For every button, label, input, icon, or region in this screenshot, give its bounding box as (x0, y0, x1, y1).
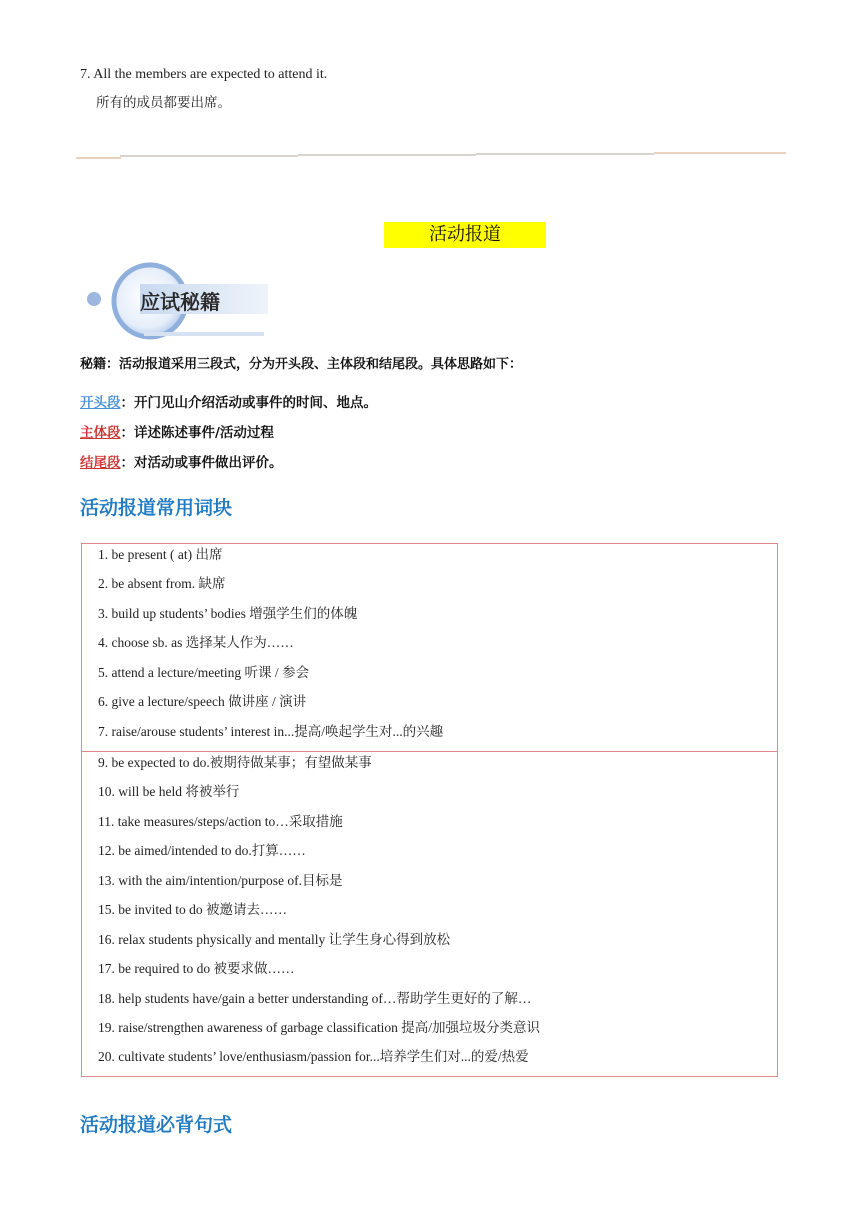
paragraph-opening-text: ：开门见山介绍活动或事件的时间、地点。 (120, 395, 377, 411)
list-item: 5. attend a lecture/meeting 听课 / 参会 (98, 665, 310, 680)
list-item: 20. cultivate students’ love/enthusiasm/passion for...培养学生们对...的爱/热爱 (98, 1049, 529, 1064)
paragraph-body-text: ：详述陈述事件/活动过程 (120, 425, 274, 441)
list-item: 9. be expected to do.被期待做某事；有望做某事 (98, 755, 372, 770)
list-item: 16. relax students physically and mentally 让学生身心得到放松 (98, 932, 451, 947)
list-item: 6. give a lecture/speech 做讲座 / 演讲 (98, 694, 307, 709)
paragraph-body-label: 主体段 (80, 425, 121, 441)
list-item: 17. be required to do 被要求做…… (98, 961, 295, 976)
list-item: 13. with the aim/intention/purpose of.目标是 (98, 873, 343, 888)
page-title: 活动报道 (384, 222, 546, 248)
paragraph-opening (80, 391, 377, 411)
list-item: 12. be aimed/intended to do.打算…… (98, 843, 306, 858)
section-heading-sentences: 活动报道必背句式 (80, 1114, 233, 1136)
exam-tips-logo-text: 应试秘籍 (140, 290, 220, 314)
paragraph-opening-label: 开头段 (80, 395, 121, 411)
example-sentence (80, 66, 327, 112)
paragraph-closing-text: ：对活动或事件做出评价。 (120, 455, 283, 471)
list-item: 7. raise/arouse students’ interest in...提高/唤起学生对...的兴趣 (98, 724, 444, 739)
exam-tips-logo (84, 262, 274, 340)
list-item: 18. help students have/gain a better understanding of…帮助学生更好的了解… (98, 991, 532, 1006)
list-item: 15. be invited to do 被邀请去…… (98, 902, 287, 917)
paragraph-body (80, 421, 274, 441)
list-item: 19. raise/strengthen awareness of garbage classification 提高/加强垃圾分类意识 (98, 1020, 541, 1035)
paragraph-closing-label: 结尾段 (80, 455, 121, 471)
list-item: 2. be absent from. 缺席 (98, 576, 226, 591)
phrase-box-2 (81, 751, 778, 1077)
intro-text: 秘籍：活动报道采用三段式，分为开头段、主体段和结尾段。具体思路如下： (80, 357, 523, 372)
section-divider (76, 152, 786, 160)
phrase-box-1 (81, 543, 778, 752)
list-item: 3. build up students’ bodies 增强学生们的体魄 (98, 606, 358, 621)
example-sentence-cn: 所有的成员都要出席。 (96, 95, 231, 111)
section-heading-phrases: 活动报道常用词块 (80, 497, 233, 519)
list-item: 11. take measures/steps/action to…采取措施 (98, 814, 343, 829)
list-item: 1. be present ( at) 出席 (98, 547, 223, 562)
list-item: 10. will be held 将被举行 (98, 784, 240, 799)
list-item: 4. choose sb. as 选择某人作为…… (98, 635, 294, 650)
paragraph-closing (80, 451, 283, 471)
example-sentence-en: 7. All the members are expected to attend it. (80, 67, 328, 82)
